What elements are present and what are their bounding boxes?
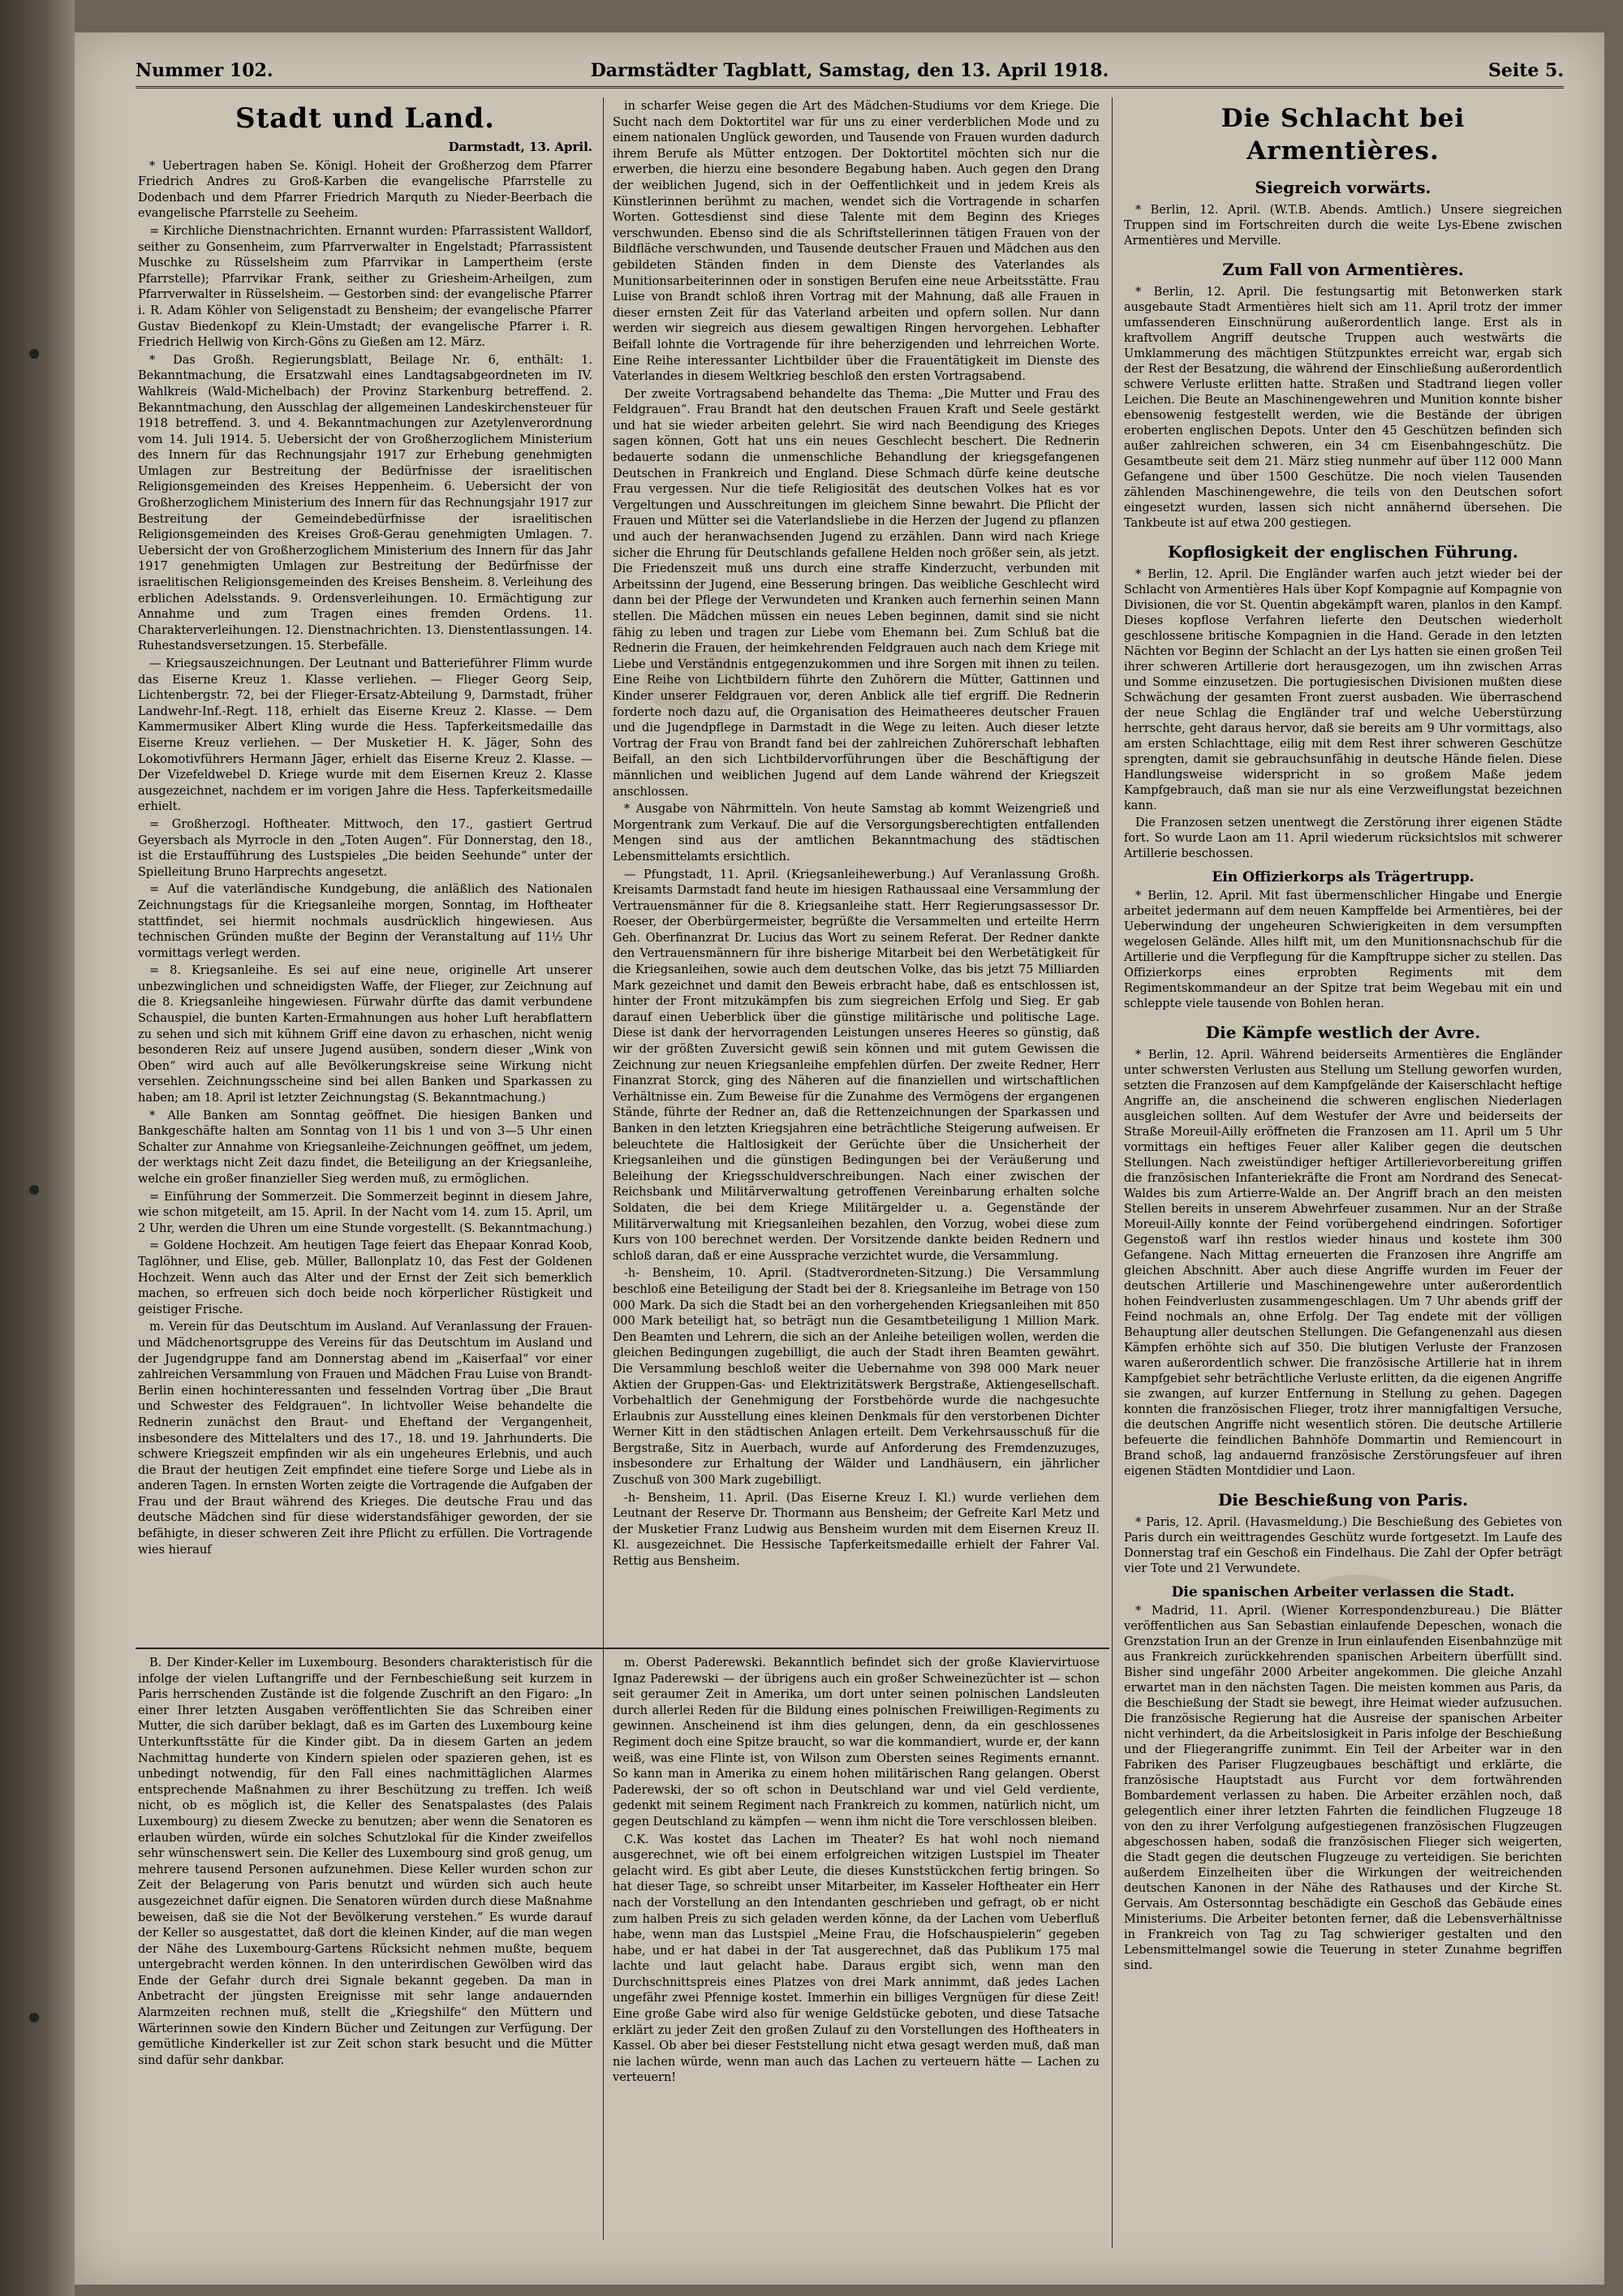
- article-paragraph: in scharfer Weise gegen die Art des Mädchen-Studiums vor dem Kriege. Die Sucht nach dem Doktortitel war für uns zu einer verderblichen Mode und zu einem nationalen Unglück geworden, und Tausende von Frauen wurden dadurch ihrem Berufe als Mütter entzogen. Der Doktortitel möchten sich nur die erwerben, die hierzu eine besondere Begabung haben. Auch gegen den Drang der weiblichen Jugend, sich in der Oeffentlichkeit und in jedem Kreis als Künstlerinnen berühmt zu machen, wendet sich die Vortragende in scharfen Worten. Gottesdienst sind diese Talente mit dem Beginn des Krieges verschwunden. Ebenso sind die als Schriftstellerinnen tätigen Frauen von der Bildfläche verschwunden, und Tausende deutscher Frauen und Mädchen aus den gebildeten Ständen finden in dem Dienste des Vaterlandes als Munitionsarbeiterinnen oder in sonstigen Berufen eine neue Arbeitsstätte. Frau Luise von Brandt schloß ihren Vortrag mit der Mahnung, daß alle Frauen in dieser ernsten Zeit für das Vaterland arbeiten und opfern sollen. Nur dann werden wir siegreich aus diesem gewaltigen Ringen hervorgehen. Lebhafter Beifall lohnte die Vortragende für ihre beherzigenden und lehrreichen Worte. Eine Reihe interessanter Lichtbilder über die Frauentätigkeit im Dienste des Vaterlandes in diesem Weltkrieg beschloß den ersten Vortragsabend.: [613, 100, 1100, 384]
- war-report-headline: Zum Fall von Armentières.: [1222, 260, 1464, 279]
- article-paragraph: = 8. Kriegsanleihe. Es sei auf eine neue, originelle Art unserer unbezwinglichen und schneidigsten Waffe, der Flieger, zur Zeichnung auf die 8. Kriegsanleihe hingewiesen. Fürwahr dürfte das damit verbundene Schauspiel, die bunten Karten-Ermahnungen aus hoher Luft herabflattern zu sehen und sich mit kühnem Griff eine davon zu erhaschen, nicht wenig besonderen Reiz auf unsere Jugend ausüben, sondern dieser „Wink von Oben“ wird auch auf alle Bevölkerungskreise seine Wirkung nicht versehlen. Zeichnungsscheine sind bei allen Banken und Sparkassen zu haben; am 18. April ist letzter Zeichnungstag (S. Bekanntmachung.): [138, 964, 592, 1105]
- article-paragraph: Der zweite Vortragsabend behandelte das Thema: „Die Mutter und Frau des Feldgrauen“. Frau Brandt hat den deutschen Frauen Kraft und Seele gestärkt und hat sie wieder arbeiten gelehrt. Sie wird nach Beendigung des Krieges sagen können, Gott hat uns ein neues Geschlecht beschert. Die Rednerin bedauerte sodann die unmenschliche Behandlung der kriegsgefangenen Deutschen in Frankreich und England. Diese Schmach dürfe keine deutsche Frau vergessen. Nur die tiefe Religiosität des deutschen Volkes hat es vor Vergeltungen und Ausschreitungen im gleichem Sinne bewahrt. Die Pflicht der Frauen und Mütter sei die Vaterlandsliebe in die Herzen der Jugend zu pflanzen und auch der heranwachsenden Jugend zu erzählen. Dann wird nach Kriege sicher die Ehrung für Deutschlands gefallene Helden noch größer sein, als jetzt. Die Friedenszeit muß uns durch eine straffe Kinderzucht, verbunden mit Arbeitssinn der Jugend, eine Besserung bringen. Das weibliche Geschlecht wird dann bei der Pflege der Verwundeten und Kranken auch fernerhin seinen Mann stellen. Die Mädchen müssen ein neues Leben beginnen, damit sind sie nicht fähig zu leben und tragen zur Liebe vom Ehemann bei. Zum Schluß bat die Rednerin die Frauen, der heimkehrenden Feldgrauen auch nach dem Kriege mit Liebe und Verständnis entgegenzukommen und ihre Sorgen mit ihnen zu teilen. Eine Reihe von Lichtbildern führte den Zuhörern die Mütter, Gattinnen und Kinder unserer Feldgrauen vor, deren Anblick alle tief ergriff. Die Rednerin forderte noch dazu auf, die Organisation des Heimatheeres deutscher Frauen und die Jugendpflege in Darmstadt in die Wege zu leiten. Auch dieser letzte Vortrag der Frau von Brandt fand bei der zahlreichen Zuhörerschaft lebhaften Beifall, an den sich Lichtbildervorführungen über die Beschäftigung der männlichen und weiblichen Jugend auf dem Lande während der Kriegszeit anschlossen.: [613, 387, 1100, 799]
- war-report-paragraph: * Paris, 12. April. (Havasmeldung.) Die Beschießung des Gebietes von Paris durch ein weittragendes Geschütz wurde fortgesetzt. Im Laufe des Donnerstag traf ein Geschoß ein Findelhaus. Die Zahl der Opfer beträgt vier Tote und 21 Verwundete.: [1124, 1516, 1562, 1575]
- masthead: [136, 54, 1564, 88]
- article-paragraph: — Pfungstadt, 11. April. (Kriegsanleihewerbung.) Auf Veranlassung Großh. Kreisamts Darmstadt fand heute im hiesigen Rathaussaal eine Versammlung der Vertrauensmänner für die 8. Kriegsanleihe statt. Herr Regierungsassessor Dr. Roeser, der Oberbürgermeister, begrüßte die Versammelten und erteilte Herrn Geh. Oberfinanzrat Dr. Lucius das Wort zu seinem Referat. Der Redner dankte den Vertrauensmännern für ihre bisherige Mitarbeit bei den Werbetätigkeit für die Kriegsanleihen, sowie auch dem deutschen Volke, das bis jetzt 75 Milliarden Mark gezeichnet und damit den Beweis erbracht habe, daß es entschlossen ist, hinter der Front mitzukämpfen bis zum siegreichen Erfolg und Sieg. Er gab darauf einen Ueberblick über die günstige militärische und politische Lage. Diese ist dank der hervorragenden Leistungen unseres Heeres so günstig, daß wir der größten Zuversicht gewiß sein können und mit gutem Gewissen die Zeichnung zur neuen Kriegsanleihe empfehlen dürfen. Der zweite Redner, Herr Finanzrat Storck, ging des Näheren auf die finanziellen und wirtschaftlichen Verhältnisse ein. Zum Beweise für die Zunahme des Vermögens der ergangenen Stände, führte der Redner an, daß die Rettenzeichnungen der Sparkassen und Banken in den letzten Kriegsjahren eine beträchtliche Steigerung aufweisen. Er beleuchtete die Haltlosigkeit der Gerüchte über die Unsicherheit der Kriegsanleihen und die günstigen Bedingungen bei der Veräußerung und Beleihung der Kriegsschuldverschreibungen. Nach einer zwischen der Reichsbank und Militärverwaltung getroffenen Vereinbarung erhalten solche Soldaten, die bei dem Kriege Militärgelder u. a. Gegenstände der Militärverwaltung mit Kriegsanleihen bezahlen, den Vorzug, wobei diese zum Kurs von 100 berechnet werden. Der Vorsitzende dankte beiden Rednern und schloß daran, daß er eine Aussprache verzichtet wurde, die Versammlung.: [613, 868, 1100, 1263]
- article-paragraph: * Ausgabe von Nährmitteln. Von heute Samstag ab kommt Weizengrieß und Morgentrank zum Verkauf. Die auf die Versorgungsberechtigten entfallenden Mengen sind aus der amtlichen Bekanntmachung des städtischen Lebensmittelamts ersichtlich.: [613, 803, 1100, 864]
- war-report-paragraph: * Berlin, 12. April. (W.T.B. Abends. Amtlich.) Unsere siegreichen Truppen sind im Fortschreiten durch die weite Lys-Ebene zwischen Armentières und Merville.: [1124, 204, 1562, 248]
- feuilleton-rule: [136, 1648, 1109, 1649]
- article-paragraph: -h- Bensheim, 11. April. (Das Eiserne Kreuz I. Kl.) wurde verliehen dem Leutnant der Reserve Dr. Thormann aus Bensheim; der Gefreite Karl Metz und der Musketier Franz Ludwig aus Bensheim wurden mit dem Eisernen Kreuz II. Kl. ausgezeichnet. Die Hessische Tapferkeitsmedaille erhielt der Fahrer Val. Rettig aus Bensheim.: [613, 1491, 1100, 1569]
- feuilleton-middle: [613, 1656, 1100, 2240]
- middle-column: [613, 99, 1100, 1641]
- war-report-paragraph: * Berlin, 12. April. Die festungsartig mit Betonwerken stark ausgebaute Stadt Armentières hielt sich am 11. April trotz der immer umfassenderen Einschnürung außerordentlich lange. Erst als in kraftvollem Angriff deutsche Truppen auch westwärts die Umklammerung des mächtigen Stützpunktes erreicht war, ergab sich der Rest der Besatzung, die während der Einschließung außerordentlich schwere Verluste erlitten hatte. Straßen und Stadtrand liegen voller Leichen. Die Beute an Maschinengewehren und Munition konnte bisher ebensowenig festgestellt werden, wie die Bestände der übrigen eroberten englischen Depots. Unter den 45 Geschützen befinden sich außer zahlreichen schweren, ein 34 cm Eisenbahngeschütz. Die Gesamtbeute seit dem 21. März stieg nunmehr auf über 112 000 Mann Gefangene und über 1500 Geschütze. Die noch vielen Tausenden zählenden Maschinengewehre, die teils von den Deutschen sofort eingesetzt wurden, lassen sich nicht annähernd übersehen. Die Tankbeute ist auf etwa 200 gestiegen.: [1124, 286, 1562, 530]
- feuilleton-left: [138, 1656, 592, 2240]
- article-paragraph: * Das Großh. Regierungsblatt, Beilage Nr. 6, enthält: 1. Bekanntmachung, die Ersatzwahl eines Landtagsabgeordneten im IV. Wahlkreis (Wald-Michelbach) der Provinz Starkenburg betreffend. 2. Bekanntmachung, den Ausschlag der allgemeinen Landeskirchensteuer für 1918 betreffend. 3. und 4. Bekanntmachungen zur Azetylenverordnung vom 14. Juli 1914. 5. Uebersicht der von Großherzoglichem Ministerium des Innern für das Rechnungsjahr 1917 zur Erhebung genehmigten Umlagen zur Bestreitung der Bedürfnisse der israelitischen Religionsgemeinden des Kreises Heppenheim. 6. Uebersicht der von Großherzoglichem Ministerium des Innern für das Rechnungsjahr 1917 zur Bestreitung der Gemeindebedürfnisse der israelitischen Religionsgemeinden des Kreises Groß-Gerau genehmigten Umlagen. 7. Uebersicht der von Großherzoglichem Ministerium des Innern für das Jahr 1917 genehmigten Umlagen zur Bestreitung der Bedürfnisse der israelitischen Religionsgemeinden des Kreises Bensheim. 8. Verleihung des erblichen Adelsstands. 9. Ordensverleihungen. 10. Ermächtigung zur Annahme und zum Tragen eines fremden Ordens. 11. Charakterverleihungen. 12. Dienstnachrichten. 13. Dienstentlassungen. 14. Ruhestandsversetzungen. 15. Sterbefälle.: [138, 353, 592, 653]
- war-report-headline: Die spanischen Arbeiter verlassen die Stadt.: [1171, 1584, 1515, 1600]
- page-number: Seite 5.: [1487, 60, 1564, 81]
- stadt-und-land-column: [138, 99, 592, 1641]
- binding-hole: [29, 2013, 39, 2022]
- article-paragraph: = Kirchliche Dienstnachrichten. Ernannt wurden: Pfarrassistent Walldorf, seither zu Gonsenheim, zum Pfarrverwalter in Engelstadt; Pfarrassistent Muschke zu Rüsselsheim zum Pfarrvikar in Lampertheim (erste Pfarrstelle); Pfarrvikar Frank, seither zu Griesheim-Arheilgen, zum Pfarrverwalter in Rüsselsheim. — Gestorben sind: der evangelische Pfarrer i. R. Adam Köhler von Seligenstadt zu Bensheim; der evangelische Pfarrer Gustav Biedenkopf zu Klein-Umstadt; der evangelische Pfarrer i. R. Friedrich Hellwig von Kirch-Göns zu Gießen am 12. März.: [138, 224, 592, 350]
- article-paragraph: * Alle Banken am Sonntag geöffnet. Die hiesigen Banken und Bankgeschäfte halten am Sonntag von 11 bis 1 und von 3—5 Uhr einen Schalter zur Annahme von Kriegsanleihe-Zeichnungen geöffnet, um jedem, der werktags nicht Zeit dazu findet, die Beteiligung an der Kriegsanleihe, welche ein großer finanzieller Sieg werden muß, zu ermöglichen.: [138, 1109, 592, 1186]
- war-report-subtitle: Siegreich vorwärts.: [1255, 178, 1431, 197]
- war-report-paragraph: * Berlin, 12. April. Mit fast übermenschlicher Hingabe und Energie arbeitet jedermann auf dem neuen Kampffelde bei Armentières, bei der Ueberwindung der ungeheuren Schwierigkeiten in dem versumpften wegelosen Gelände. Alles hilft mit, um den Munitionsnachschub für die Artillerie und die Verpflegung für die Kampftruppe sicher zu stellen. Das Offizierkorps eines erprobten Regiments mit dem Regimentskommandeur an der Spitze trat beim Wegebau mit ein und schleppte viele tausende von Bohlen heran.: [1124, 890, 1562, 1010]
- article-paragraph: = Goldene Hochzeit. Am heutigen Tage feiert das Ehepaar Konrad Koob, Taglöhner, und Elise, geb. Müller, Ballonplatz 10, das Fest der Goldenen Hochzeit. Wenn auch das Alter und der Ernst der Zeit sich bemerklich machen, so erfreuen sich doch beide noch körperlicher Rüstigkeit und geistiger Frische.: [138, 1239, 592, 1316]
- war-report-paragraph: * Madrid, 11. April. (Wiener Korrespondenzbureau.) Die Blätter veröffentlichen aus San Sebastian einlaufende Depeschen, wonach die Grenzstation Irun an der Grenze in Irun einlaufenden Eisenbahnzüge mit aus Frankreich zurückkehrenden spanischen Arbeitern überfüllt sind. Bisher sind ungefähr 2000 Arbeiter angekommen. Die gleiche Anzahl erwartet man in den nächsten Tagen. Die meisten kommen aus Paris, da die Beschießung der Stadt sie bewegt, ihre Heimat wieder aufzusuchen. Die französische Regierung hat die Ausreise der spanischen Arbeiter nicht verhindert, da die Arbeitslosigkeit in Paris infolge der Beschießung und der Fliegerangriffe zunimmt. Ein Teil der Arbeiter war in den Fabriken des Pariser Flugzeugbaues beschäftigt und erklärte, die französische Hauptstadt aus Furcht vor dem fortwährenden Bombardement verlassen zu haben. Die Arbeiter erzählen noch, daß gelegentlich einer ihrer letzten Fahrten die feindlichen Flugzeuge 18 von den zu ihrer Verfolgung aufgestiegenen französischen Flugzeugen abgeschossen haben, sodaß die französischen Flieger sich weigerten, die Stadt gegen die deutschen Flugzeuge zu verteidigen. Sie berichten außerdem Einzelheiten über die Wirkungen der weitreichenden deutschen Kanonen in der Nähe des Rathauses und der Kirche St. Gervais. Am Ostersonntag beschädigte ein Geschoß das Gebäude eines Ministeriums. Die Arbeiter betonten ferner, daß die Lebensverhältnisse in Frankreich von Tag zu Tag schwieriger gestalten und den Lebensmittelmangel sowie die Teuerung in steter Zunahme begriffen sind.: [1124, 1605, 1562, 1972]
- article-paragraph: m. Verein für das Deutschtum im Ausland. Auf Veranlassung der Frauen- und Mädchenortsgruppe des Vereins für das Deutschtum im Ausland und der Jugendgruppe fand am Donnerstag abend im „Kaiserfaal“ vor einer zahlreichen Versammlung von Frauen und Mädchen Frau Luise von Brandt-Berlin einen hochinteressanten und fesselnden Vortrag über „Die Braut und Schwester des Feldgrauen“. In lichtvoller Weise behandelte die Rednerin zunächst den Braut- und Eheftand der Vergangenheit, insbesondere des Mittelalters und des 17., 18. und 19. Jahrhunderts. Die schwere Kriegszeit empfinden wir als ein ungeheures Erlebnis, und auch die Braut der heutigen Zeit empfindet eine tiefere Sorge und Liebe als in anderen Tagen. In ernsten Worten zeigte die Vortragende die Aufgaben der Frau und der Braut während des Krieges. Die deutsche Frau und das deutsche Mädchen sind für diese widerstandsfähiger geworden, der sie befähigte, in dieser schweren Zeit ihre Pflicht zu erfüllen. Die Vortragende wies hierauf: [138, 1320, 592, 1557]
- article-paragraph: B. Der Kinder-Keller im Luxembourg. Besonders charakteristisch für die infolge der vielen Luftangriffe und der Fernbeschießung seit kurzem in Paris herrschenden Zustände ist die folgende Zuschrift an den Figaro: „In einer Ihrer letzten Ausgaben veröffentlichten Sie das Schreiben einer Mutter, die sich darüber beklagt, daß es im Garten des Luxembourg keine Unterkunftsstätte für die Kinder gibt. Da in diesem Garten an jedem Nachmittag hunderte von Kindern spielen oder spazieren gehen, ist es unbedingt notwendig, für den Fall eines nachmittäglichen Alarmes entsprechende Maßnahmen zu ihrer Beschützung zu treffen. Ich weiß nicht, ob es möglich ist, die Keller des Senatspalastes (des Palais Luxembourg) zu diesem Zwecke zu benutzen; aber wenn die Senatoren es erlauben würden, würde ein solches Schutzlokal für die Kinder zweifellos sehr wünschenswert sein. Die Keller des Luxembourg sind groß genug, um mehrere tausend Personen aufzunehmen. Diese Keller wurden schon zur Zeit der Belagerung von Paris benutzt und würden sich auch heute ausgezeichnet dafür eignen. Die Senatoren würden durch diese Maßnahme beweisen, daß sie die Not der Bevölkerung verstehen.“ Es wurde darauf der Keller so ausgestattet, daß dort die kleinen Kinder, auf die man wegen der Nähe des Luxembourg-Gartens Rücksicht nehmen mußte, bequem untergebracht werden können. In den unterirdischen Gewölben wird das Ende der Gefahr durch drei Signale bekannt gegeben. Da man in Anbetracht der jüngsten Ereignisse mit sehr lange andauernden Alarmzeiten rechnen muß, stellt die „Kriegshilfe“ den Müttern und Wärterinnen sowie den Kindern Bücher und Zeitungen zur Verfügung. Der gemütliche Kinderkeller ist zur Zeit schon stark besucht und die Mütter sind dafür sehr dankbar.: [138, 1656, 592, 2067]
- war-report-headline: Kopflosigkeit der englischen Führung.: [1168, 542, 1518, 562]
- war-report-column: [1124, 99, 1562, 2250]
- article-paragraph: m. Oberst Paderewski. Bekanntlich befindet sich der große Klaviervirtuose Ignaz Paderewski — der übrigens auch ein großer Schweinezüchter ist — schon seit geraumer Zeit in Amerika, um dort unter seinen polnischen Landsleuten durch allerlei Reden für die Bildung eines polnischen Freiwilligen-Regiments zu gewinnen. Anscheinend ist ihm dies gelungen, denn, da ein geschlossenes Regiment doch eine Spitze braucht, so war die kommandiert, wurde er, der kann weiß, was eine Flinte ist, von Wilson zum Obersten seines Regiments ernannt. So kann man in Amerika zu einem hohen militärischen Rang gelangen. Oberst Paderewski, der so oft schon in Deutschland war und viel Geld verdiente, gedenkt mit seinem Regiment nach Frankreich zu kommen, natürlich nicht, um gegen Deutschland zu kämpfen — wenn ihm nicht die Tore verschlossen bleiben.: [613, 1656, 1100, 1829]
- article-paragraph: C.K. Was kostet das Lachen im Theater? Es hat wohl noch niemand ausgerechnet, wie oft bei einem erfolgreichen witzigen Lustspiel im Theater gelacht wird. Es gibt aber Leute, die dieses Kunststückchen fertig bringen. So hat dieser Tage, so schreibt unser Mitarbeiter, im Kasseler Hoftheater ein Herr nach der Vorstellung an den Intendanten geschrieben und gefragt, ob er nicht zum halben Preis zu sich geladen werden könne, da der Lachen vom Ueberfluß habe, wenn man das Lustspiel „Meine Frau, die Hofschauspielerin“ gegeben habe, und er hat dabei in der Tat ausgerechnet, daß das Publikum 175 mal lachte und laut gelacht habe. Daraus ergibt sich, wenn man den Durchschnittspreis eines Platzes von drei Mark annimmt, daß jedes Lachen ungefähr zwei Pfennige kostet. Immerhin ein billiges Vergnügen für diese Zeit! Eine große Gabe wird also für wenige Geldstücke geboten, und diese Tatsache erklärt zu jeder Zeit den großen Zulauf zu den Vorstellungen des Hoftheaters in Kassel. Ob aber bei dieser Feststellung nicht etwa gesagt werden muß, daß man nie lachen würde, wenn man auch das Lachen zu verteuern hätte — Lachen zu verteuern!: [613, 1833, 1100, 2085]
- binding-hole: [29, 349, 39, 359]
- war-report-paragraph: Die Franzosen setzen unentwegt die Zerstörung ihrer eigenen Städte fort. So wurde Laon am 11. April wiederum rücksichtslos mit schwerer Artillerie beschossen.: [1124, 816, 1562, 860]
- column-rule: [1112, 97, 1113, 2248]
- newspaper-dateline: Darmstädter Tagblatt, Samstag, den 13. April 1918.: [590, 60, 1109, 81]
- column-rule: [603, 1656, 604, 2240]
- article-paragraph: -h- Bensheim, 10. April. (Stadtverordneten-Sitzung.) Die Versammlung beschloß eine Beteiligung der Stadt bei der 8. Kriegsanleihe im Betrage von 150 000 Mark. Da sich die Stadt bei an den vorhergehenden Kriegsanleihen mit 850 000 Mark beteiligt hat, so beträgt nun die Gesamtbeteiligung 1 Million Mark. Den Beamten und Lehrern, die sich an der Anleihe beteiligen wollen, werden die gleichen Bedingungen zugebilligt, die auch der Stadt ihren Beamten gewährt. Die Versammlung beschloß weiter die Uebernahme von 398 000 Mark neuer Aktien der Gruppen-Gas- und Elektrizitätswerk Bergstraße, Aktiengesellschaft. Vorbehaltlich der Genehmigung der Forstbehörde wurde die nachgesuchte Erlaubnis zur Ausstellung eines kleinen Denkmals für den verstorbenen Dichter Werner Kitt in den städtischen Anlagen erteilt. Dem Verkehrsausschuß für die Bergstraße, Sitz in Auerbach, wurde auf Anforderung des Fremdenzuzuges, insbesondere zur Erhaltung der Wälder und Landhäusern, ein jährlicher Zuschuß von 300 Mark zugebilligt.: [613, 1267, 1100, 1488]
- article-paragraph: = Großherzogl. Hoftheater. Mittwoch, den 17., gastiert Gertrud Geyersbach als Myrrocle in den „Toten Augen“. Für Donnerstag, den 18., ist die Erstaufführung des Lustspieles „Die beiden Seehunde“ unter der Spielleitung Bruno Harprechts angesetzt.: [138, 817, 592, 879]
- war-report-headline: Die Beschießung von Paris.: [1217, 1490, 1469, 1510]
- dateline: Darmstadt, 13. April.: [448, 140, 592, 154]
- war-report-headline: Die Kämpfe westlich der Avre.: [1205, 1023, 1481, 1042]
- war-report-title: Die Schlacht bei Armentières.: [1220, 104, 1466, 166]
- article-paragraph: * Uebertragen haben Se. Königl. Hoheit der Großherzog dem Pfarrer Friedrich Andres zu Groß-Karben die evangelische Pfarrstelle zu Dodenbach und dem Pfarrer Friedrich Marquth zu Nieder-Beerbach die evangelische Pfarrstelle zu Seeheim.: [138, 159, 592, 221]
- article-paragraph: = Auf die vaterländische Kundgebung, die anläßlich des Nationalen Zeichnungstags für die Kriegsanleihe morgen, Sonntag, im Hoftheater stattfindet, sei hiermit nochmals ausdrücklich hingewiesen. Aus technischen Gründen mußte der Beginn der Veranstaltung auf 11½ Uhr vormittags verlegt werden.: [138, 883, 592, 960]
- issue-number: Nummer 102.: [136, 60, 273, 81]
- book-binding: [0, 0, 75, 2296]
- article-paragraph: — Kriegsauszeichnungen. Der Leutnant und Batterieführer Flimm wurde das Eiserne Kreuz 1. Klasse verliehen. — Flieger Georg Seip, Lichtenbergstr. 72, bei der Flieger-Ersatz-Abteilung 9, Darmstadt, früher Landwehr-Inf.-Regt. 118, erhielt das Eiserne Kreuz 2. Klasse. — Dem Kammermusiker Albert Kling wurde die Hess. Tapferkeitsmedaille das Eiserne Kreuz verliehen. — Der Musketier H. K. Jäger, Sohn des Lokomotivführers Hermann Jäger, erhielt das Eiserne Kreuz 2. Klasse. — Der Vizefeldwebel D. Kriege wurde mit dem Eisernen Kreuz 2. Klasse ausgezeichnet, nachdem er im vorigen Jahre die Hess. Tapferkeitsmedaille erhielt.: [138, 657, 592, 814]
- binding-hole: [29, 1185, 39, 1195]
- section-title: Stadt und Land.: [235, 102, 495, 135]
- column-rule: [603, 97, 604, 1672]
- war-report-paragraph: * Berlin, 12. April. Die Engländer warfen auch jetzt wieder bei der Schlacht von Armentières Hals über Kopf Kompagnie auf Kompagnie von Divisionen, die vor St. Quentin abgekämpft waren, planlos in den Kampf. Dieses kopflose Verfahren lieferte den Deutschen wiederholt geschlossene britische Kompagnien in die Hand. Gerade in den letzten Nächten vor Beginn der Schlacht an der Lys hatten sie einen großen Teil ihrer schweren Artillerie dort herausgezogen, um ihn zwischen Arras und Somme einzusetzen. Die portugiesischen Divisionen mußten diese Schwächung der gesamten Front zuerst ausbaden. Wie überraschend der neue Schlag die Engländer traf und welche Ueberstürzung herrschte, geht daraus hervor, daß sie bereits am 9 Uhr vormittags, also am ersten Schlachttage, eilig mit dem Rest ihrer schweren Geschütze sprengten, damit sie gebrauchsunfähig in deutsche Hände fielen. Diese Handlungsweise widerspricht in so großem Maße jedem Kampfgebrauch, daß man sie nur als eine Verzweiflungstat bezeichnen kann.: [1124, 568, 1562, 812]
- article-paragraph: = Einführung der Sommerzeit. Die Sommerzeit beginnt in diesem Jahre, wie schon mitgeteilt, am 15. April. In der Nacht vom 14. zum 15. April, um 2 Uhr, werden die Uhren um eine Stunde vorgestellt. (S. Bekanntmachung.): [138, 1190, 592, 1235]
- war-report-headline: Ein Offizierkorps als Trägertrupp.: [1212, 869, 1474, 885]
- war-report-paragraph: * Berlin, 12. April. Während beiderseits Armentières die Engländer unter schwersten Verlusten aus Stellung um Stellung geworfen wurden, setzten die Franzosen auf dem Kampfgelände der Kaiserschlacht heftige Angriffe an, die anscheinend die schweren englischen Niederlagen ausgleichen sollten. Auf dem Westufer der Avre und beiderseits der Straße Moreuil-Ailly eröffneten die Franzosen am 11. April um 5 Uhr vormittags ein heftiges Feuer aller Kaliber gegen die deutschen Stellungen. Nach zweistündiger heftiger Artillerievorbereitung griffen die französischen Infanteriekräfte die Front am Nordrand des Senecat-Waldes bis zum Artierre-Walde an. Der Angriff brach an den meisten Stellen bereits in unserem Abwehrfeuer zusammen. Nur an der Straße Moreuil-Ailly konnte der Feind vorübergehend eindringen. Sofortiger Gegenstoß warf ihn restlos wieder hinaus und kostete ihm 300 Gefangene. Nach Mittag erneuerten die Franzosen ihre Angriffe am gleichen Abschnitt. Aber auch diese Angriffe wurden im Feuer der deutschen Artillerie und Maschinengewehre unter außerordentlich hohen Feindverlusten zusammengeschlagen. Um 7 Uhr abends griff der Feind nochmals an, ohne Erfolg. Der Tag endete mit der völligen Behauptung aller deutschen Stellungen. Die Gefangenenzahl aus diesen Kämpfen erhöhte sich auf 350. Die blutigen Verluste der Franzosen waren außerordentlich schwer. Die französische Artillerie hat in ihrem Kampfgebiet sehr beträchtliche Verluste erlitten, da die eigenen Angriffe sie zwangen, auf kurzer Entfernung in Stellung zu gehen. Dagegen konnten die französischen Flieger, trotz ihrer mannigfaltigen Versuche, die deutschen Angriffe nicht wesentlich stören. Die deutsche Artillerie befeuerte die feindlichen Bahnhöfe Dommartin und Remiencourt in Brand schoß, lag andauernd französische Zerstörungsfeuer auf ihren eigenen Städten Montdidier und Laon.: [1124, 1049, 1562, 1478]
